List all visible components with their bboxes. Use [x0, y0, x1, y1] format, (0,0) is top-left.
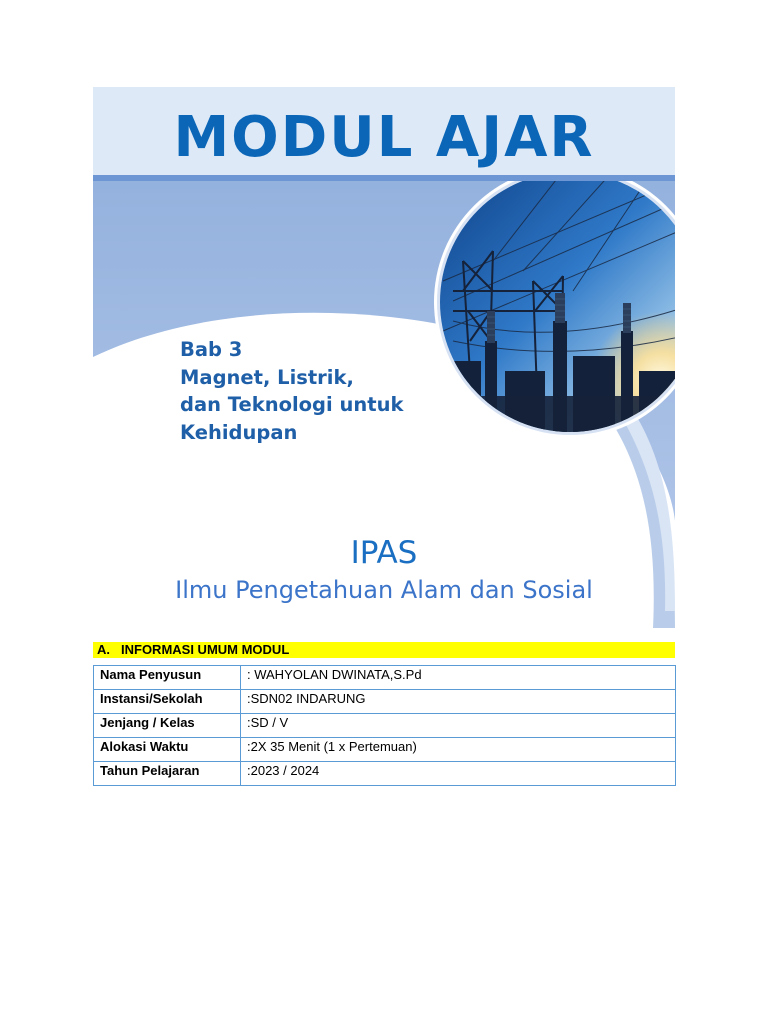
row-label: Jenjang / Kelas: [94, 714, 241, 738]
row-label: Tahun Pelajaran: [94, 762, 241, 786]
table-row: [94, 690, 676, 714]
chapter-title-line-2: dan Teknologi untuk: [180, 393, 404, 416]
chapter-heading: [180, 336, 403, 446]
row-value: :SDN02 INDARUNG: [241, 690, 676, 714]
chapter-title-line-3: Kehidupan: [180, 420, 298, 444]
subject-acronym: IPAS: [350, 535, 418, 571]
chapter-number: Bab 3: [180, 338, 243, 361]
table-row: [94, 738, 676, 762]
row-label: Instansi/Sekolah: [94, 690, 241, 714]
chapter-title-line-1: Magnet, Listrik,: [180, 365, 354, 389]
row-value: :2X 35 Menit (1 x Pertemuan): [241, 738, 676, 762]
row-value: :SD / V: [241, 714, 676, 738]
section-title: INFORMASI UMUM MODUL: [121, 642, 290, 657]
row-label: Nama Penyusun: [94, 666, 241, 690]
section-number: A.: [97, 642, 110, 657]
general-info-table: [93, 665, 676, 786]
subject-full-name: Ilmu Pengetahuan Alam dan Sosial: [175, 576, 593, 604]
row-value: : WAHYOLAN DWINATA,S.Pd: [241, 666, 676, 690]
section-a-heading: [93, 642, 675, 658]
cover-page: [93, 87, 675, 628]
table-row: [94, 714, 676, 738]
document-title: MODUL AJAR: [173, 105, 595, 170]
row-value: :2023 / 2024: [241, 762, 676, 786]
row-label: Alokasi Waktu: [94, 738, 241, 762]
table-row: [94, 666, 676, 690]
table-row: [94, 762, 676, 786]
